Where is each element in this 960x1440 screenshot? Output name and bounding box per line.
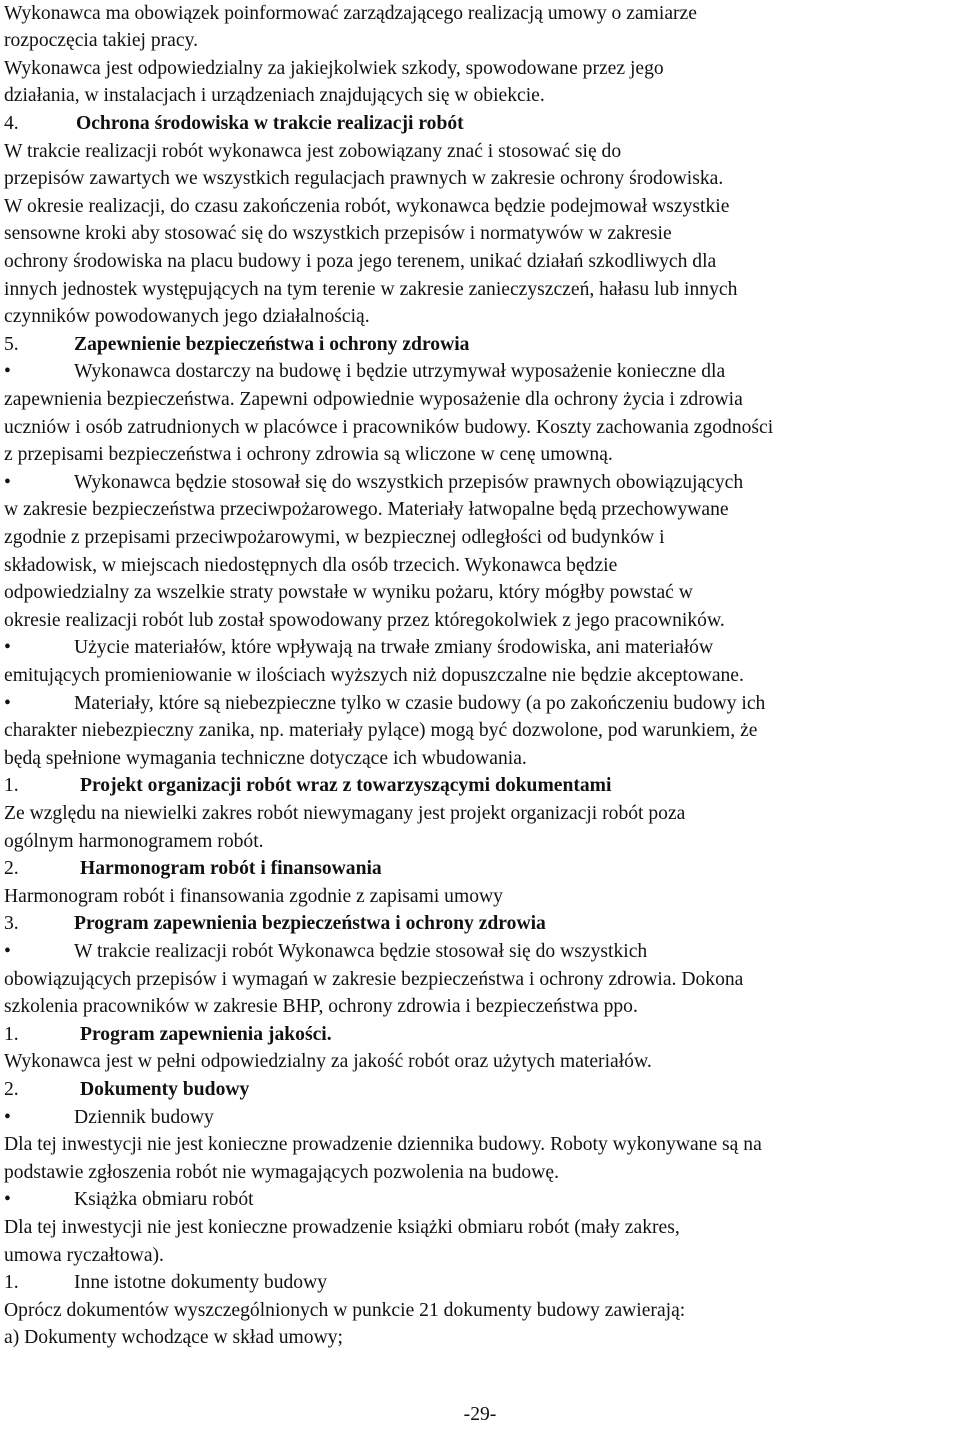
bullet-icon: •: [4, 693, 11, 714]
paragraph-line: składowisk, w miejscach niedostępnych dla osób trzecich. Wykonawca będzie: [4, 555, 618, 576]
bullet-icon: •: [4, 361, 11, 382]
heading-number: 1.: [4, 1024, 19, 1045]
paragraph-line: charakter niebezpieczny zanika, np. materiały pylące) mogą być dozwolone, pod warunkiem, że: [4, 720, 758, 741]
paragraph-line: Wykonawca jest w pełni odpowiedzialny za jakość robót oraz użytych materiałów.: [4, 1051, 652, 1072]
paragraph-line: Dla tej inwestycji nie jest konieczne prowadzenie dziennika budowy. Roboty wykonywane są na: [4, 1134, 762, 1155]
heading-number: 3.: [4, 913, 19, 934]
section-heading: [4, 110, 464, 137]
paragraph-line: Wykonawca jest odpowiedzialny za jakiejkolwiek szkody, spowodowane przez jego: [4, 58, 664, 79]
paragraph-line: zapewnienia bezpieczeństwa. Zapewni odpowiednie wyposażenie dla ochrony życia i zdrowia: [4, 389, 743, 410]
paragraph-line: a) Dokumenty wchodzące w skład umowy;: [4, 1327, 343, 1348]
bullet-text: Wykonawca dostarczy na budowę i będzie utrzymywał wyposażenie konieczne dla: [74, 361, 726, 382]
page-number: -29-: [463, 1404, 497, 1425]
bullet-text: Książka obmiaru robót: [74, 1189, 254, 1210]
section-heading: [4, 910, 546, 937]
paragraph-line: W okresie realizacji, do czasu zakończenia robót, wykonawca będzie podejmował wszystkie: [4, 196, 730, 217]
paragraph-line: Ze względu na niewielki zakres robót niewymagany jest projekt organizacji robót poza: [4, 803, 686, 824]
paragraph-line: odpowiedzialny za wszelkie straty powstałe w wyniku pożaru, który mógłby powstać w: [4, 582, 693, 603]
paragraph-line: okresie realizacji robót lub został spowodowany przez któregokolwiek z jego pracowników.: [4, 610, 725, 631]
paragraph-line: ogólnym harmonogramem robót.: [4, 831, 264, 852]
bullet-text: Użycie materiałów, które wpływają na trwałe zmiany środowiska, ani materiałów: [74, 637, 714, 658]
bullet-text: Materiały, które są niebezpieczne tylko w czasie budowy (a po zakończeniu budowy ich: [74, 693, 766, 714]
heading-title: Harmonogram robót i finansowania: [80, 858, 382, 879]
heading-title: Zapewnienie bezpieczeństwa i ochrony zdrowia: [74, 334, 470, 355]
heading-number: 2.: [4, 1079, 19, 1100]
section-heading: [4, 1269, 327, 1296]
paragraph-line: ochrony środowiska na placu budowy i poza jego terenem, unikać działań szkodliwych dla: [4, 251, 717, 272]
paragraph-line: emitujących promieniowanie w ilościach wyższych niż dopuszczalne nie będzie akceptowane.: [4, 665, 744, 686]
paragraph-line: szkolenia pracowników w zakresie BHP, ochrony zdrowia i bezpieczeństwa ppo.: [4, 996, 638, 1017]
paragraph-line: rozpoczęcia takiej pracy.: [4, 30, 198, 51]
heading-number: 2.: [4, 858, 19, 879]
paragraph-line: działania, w instalacjach i urządzeniach znajdujących się w obiekcie.: [4, 85, 545, 106]
bullet-item: [4, 1104, 214, 1131]
bullet-icon: •: [4, 1189, 11, 1210]
section-heading: [4, 1021, 332, 1048]
paragraph-line: w zakresie bezpieczeństwa przeciwpożarowego. Materiały łatwopalne będą przechowywane: [4, 499, 729, 520]
paragraph-line: przepisów zawartych we wszystkich regulacjach prawnych w zakresie ochrony środowiska.: [4, 168, 724, 189]
paragraph-line: W trakcie realizacji robót wykonawca jest zobowiązany znać i stosować się do: [4, 141, 622, 162]
paragraph-line: Wykonawca ma obowiązek poinformować zarządzającego realizacją umowy o zamiarze: [4, 3, 697, 24]
section-heading: [4, 772, 611, 799]
paragraph-line: Oprócz dokumentów wyszczególnionych w punkcie 21 dokumenty budowy zawierają:: [4, 1300, 686, 1321]
bullet-icon: •: [4, 472, 11, 493]
bullet-item: [4, 938, 647, 965]
section-heading: [4, 1076, 249, 1103]
bullet-text: Wykonawca będzie stosował się do wszystkich przepisów prawnych obowiązujących: [74, 472, 744, 493]
bullet-item: [4, 469, 743, 496]
paragraph-line: Dla tej inwestycji nie jest konieczne prowadzenie książki obmiaru robót (mały zakres,: [4, 1217, 680, 1238]
paragraph-line: obowiązujących przepisów i wymagań w zakresie bezpieczeństwa i ochrony zdrowia. Dokona: [4, 969, 744, 990]
heading-title: Program zapewnienia jakości.: [80, 1024, 332, 1045]
paragraph-line: Harmonogram robót i finansowania zgodnie z zapisami umowy: [4, 886, 503, 907]
heading-number: 4.: [4, 113, 19, 134]
bullet-item: [4, 690, 765, 717]
bullet-icon: •: [4, 637, 11, 658]
paragraph-line: z przepisami bezpieczeństwa i ochrony zdrowia są wliczone w cenę umowną.: [4, 444, 613, 465]
heading-title: Ochrona środowiska w trakcie realizacji robót: [76, 113, 464, 134]
bullet-text: W trakcie realizacji robót Wykonawca będzie stosował się do wszystkich: [74, 941, 648, 962]
section-heading: [4, 331, 469, 358]
heading-number: 1.: [4, 775, 19, 796]
section-heading: [4, 855, 382, 882]
paragraph-line: umowa ryczałtowa).: [4, 1245, 164, 1266]
paragraph-line: czynników powodowanych jego działalnością.: [4, 306, 370, 327]
heading-title: Program zapewnienia bezpieczeństwa i ochrony zdrowia: [74, 913, 546, 934]
paragraph-line: zgodnie z przepisami przeciwpożarowymi, w bezpiecznej odległości od budynków i: [4, 527, 665, 548]
bullet-item: [4, 634, 713, 661]
heading-number: 5.: [4, 334, 19, 355]
paragraph-line: podstawie zgłoszenia robót nie wymagających pozwolenia na budowę.: [4, 1162, 559, 1183]
paragraph-line: uczniów i osób zatrudnionych w placówce i pracowników budowy. Koszty zachowania zgodności: [4, 417, 774, 438]
heading-title: Dokumenty budowy: [80, 1079, 250, 1100]
bullet-item: [4, 1186, 254, 1213]
bullet-text: Dziennik budowy: [74, 1107, 214, 1128]
paragraph-line: innych jednostek występujących na tym terenie w zakresie zanieczyszczeń, hałasu lub innych: [4, 279, 738, 300]
bullet-item: [4, 358, 725, 385]
heading-title: Projekt organizacji robót wraz z towarzyszącymi dokumentami: [80, 775, 612, 796]
bullet-icon: •: [4, 941, 11, 962]
heading-title: Inne istotne dokumenty budowy: [74, 1272, 328, 1293]
paragraph-line: sensowne kroki aby stosować się do wszystkich przepisów i normatywów w zakresie: [4, 223, 672, 244]
bullet-icon: •: [4, 1107, 11, 1128]
heading-number: 1.: [4, 1272, 19, 1293]
paragraph-line: będą spełnione wymagania techniczne dotyczące ich wbudowania.: [4, 748, 527, 769]
